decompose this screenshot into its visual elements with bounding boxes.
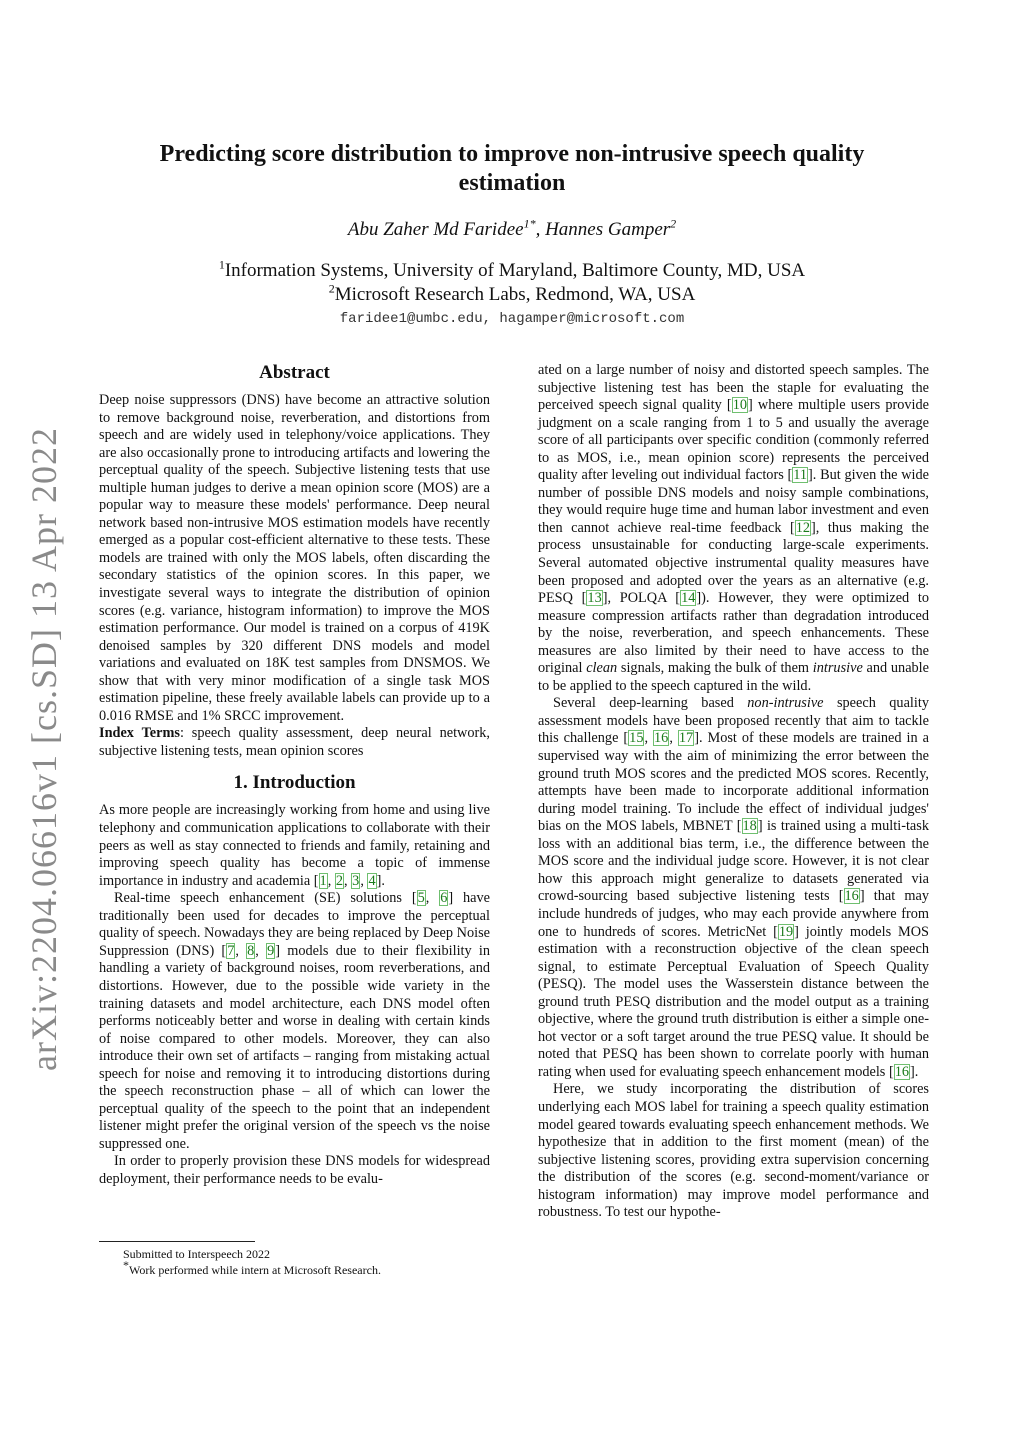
- citation-link[interactable]: 7: [227, 942, 235, 959]
- citation-link[interactable]: 15: [629, 730, 644, 747]
- author-1: Abu Zaher Md Faridee: [347, 219, 524, 240]
- citation-link[interactable]: 12: [795, 519, 811, 536]
- author-separator: ,: [535, 219, 546, 240]
- citation-link[interactable]: 18: [742, 818, 757, 835]
- affiliations: [120, 259, 904, 307]
- citation-link[interactable]: 4: [368, 872, 376, 889]
- footnote-star: *: [123, 1258, 129, 1272]
- right-column: [538, 362, 929, 1222]
- section-heading-introduction: 1. Introduction: [233, 772, 356, 794]
- intro-paragraph-2: Real-time speech enhancement (SE) solutions [5, 6] have traditionally been used for decades to improve the perceptual quality of speech. Nowadays they are being replaced by Deep Noise Suppression (DNS) [7, 8, 9] models due to their flexibility in handling a variety of background noises, room reverberations, and distortions. However, due to the possible wide variety in the training datasets and model architecture, each DNS model often performs noticeably better and worse in dealing with certain kinds of noise compared to other models. Moreover, they can also introduce their own set of artifacts – ranging from mistaking actual speech for noise and removing it to introducing distortions during the speech reconstruction phase – all of which can lower the perceptual quality of the speech to the point that an independent listener might prefer the original version of the speech vs the noise suppressed one.: [99, 890, 491, 1152]
- index-terms-label: Index Terms: [99, 725, 180, 742]
- citation-link[interactable]: 13: [587, 590, 602, 607]
- intro-paragraph-1: As more people are increasingly working from home and using live telephony and communication applications to collaborate with their peers as well as stay connected to friends and family, retaining and improving speech quality has become a topic of immense importance in industry and academia [1, 2, 3, 4].: [99, 802, 490, 889]
- citation-link[interactable]: 19: [778, 923, 794, 940]
- affiliation-1-text: Information Systems, University of Maryland, Baltimore County, MD, USA: [224, 260, 806, 281]
- body-text: ] is trained using a multi-task loss with an additional bias term, i.e., the difference between the MOS score and the individual judge score. However, it is not clear how this approach might generalize to datasets generated via crowd-sourcing based subjective listening tests [: [538, 818, 929, 905]
- emphasis-text: clean: [586, 660, 618, 677]
- body-text: ] that may include hundreds of judges, who may each provide anywhere from one to hundreds of scores. MetricNet [: [538, 888, 929, 940]
- intro-p1-text: As more people are increasingly working from home and using live telephony and communication applications to collaborate with their peers as well as stay connected to friends and family, retaining and improving speech quality has become a topic of immense importance in industry and academia [: [99, 802, 490, 889]
- body-text: ] where multiple users provide judgment on a scale ranging from 1 to 5 and usually the average score of all participants over specific condition (commonly referred to as MOS, i.e., mean opinion score) represents the perceived quality after leveling out individual factors [: [538, 397, 929, 484]
- body-text: ] jointly models MOS estimation with a reconstruction objective of the clean speech signal, to estimate Perceptual Evaluation of Speech Quality (PESQ). The model uses the Wasserstein distance between the ground truth PESQ distribution and the model output as a training objective, where the ground truth distribution is either a simple one-hot vector or a soft target around the true PESQ value. It should be noted that PESQ has been shown to correlate poorly with human rating when used for evaluating speech enhancement models [: [538, 923, 929, 1080]
- index-terms-text: : speech quality assessment, deep neural network, subjective listening tests, mean opinion scores: [99, 725, 490, 759]
- paper-title: [120, 140, 904, 198]
- citation-link[interactable]: 10: [732, 397, 747, 414]
- intro-p2-text: ] have traditionally been used for decades to improve the perceptual quality of speech. Nowadays they are being replaced by Deep Noise Suppression (DNS) [: [99, 890, 491, 959]
- left-column: [99, 360, 490, 1189]
- intro-paragraph-3: In order to properly provision these DNS models for widespread deployment, their performance needs to be evalu-: [99, 1153, 490, 1187]
- citation-link[interactable]: 16: [894, 1063, 910, 1080]
- body-text: ]. Most of these models are trained in a supervised way with the aim of minimizing the error between the ground truth MOS scores and the predicted MOS scores. Recently, attempts have been made to incorporate additional information during model training. To include the effect of individual judges' bias on the MOS labels, MBNET [: [538, 730, 929, 835]
- affiliation-2: [120, 283, 904, 307]
- footnotes: [99, 1246, 490, 1278]
- citation-link[interactable]: 1: [319, 872, 327, 889]
- abstract-body: Deep noise suppressors (DNS) have become an attractive solution to remove background noise, reverberation, and distortions from speech and are widely used in telephony/voice applications. They are also occasionally prone to introducing artifacts and lowering the perceptual quality of the speech. Subjective listening tests that use multiple human judges to derive a mean opinion score (MOS) are a popular way to measure these models' performance. Deep neural network based non-intrusive MOS estimation models have recently emerged as a popular cost-efficient alternative to these tests. These models are trained with only the MOS labels, often discarding the secondary statistics of the opinion scores. In this paper, we investigate several ways to integrate the distribution of opinion scores (e.g. variance, histogram information) to improve the MOS estimation performance. Our model is trained on a corpus of 419K denoised samples by 320 different DNS models and model variations and evaluated on 18K test samples from DNSMOS. We show that with very minor modification of a single task MOS estimation pipeline, these freely available labels can provide up to a 0.016 RMSE and 1% SRCC improvement.: [99, 392, 490, 724]
- arxiv-id: arXiv:2204.06616v1 [cs.SD] 13 Apr 2022: [24, 427, 64, 1071]
- arxiv-watermark: [14, 427, 74, 1071]
- title-line-1: Predicting score distribution to improve non-intrusive speech quality: [159, 141, 865, 167]
- intro-paragraph-continued: [538, 362, 929, 695]
- affiliation-1: [120, 259, 904, 283]
- intro-p2-text: ] models due to their flexibility in handling a variety of background noises, room reverberations, and distortions. However, due to the possible wide variety in the training datasets and model architecture, each DNS model often performs noticeably better and worse in dealing with certain kinds of noise compared to other models. Moreover, they can also introduce their own set of artifacts – ranging from mistaking actual speech for noise and removing it to introducing distortions during the speech reconstruction phase – all of which can lower the perceptual quality of the speech to the point that an independent listener might prefer the original version of the speech vs the noise suppressed one.: [99, 942, 490, 1152]
- body-text: speech quality assessment models have been proposed recently that aim to tackle this challenge [: [538, 695, 929, 747]
- footnote-intern: [99, 1258, 490, 1278]
- title-line-2: estimation: [458, 170, 566, 196]
- affiliation-2-text: Microsoft Research Labs, Redmond, WA, USA: [334, 284, 696, 305]
- body-text: signals, making the bulk of them: [617, 660, 813, 677]
- body-text: ]). However, they were optimized to measure compression artifacts rather than degradation introduced by the noise, reverberation, and speech enhancements. These measures are also limited by their need to have access to the original: [538, 590, 930, 677]
- citation-link[interactable]: 2: [335, 872, 344, 889]
- body-text: ], thus making the process unsustainable for conducting large-scale experiments. Several automated objective instrumental quality measures have been proposed and adopted over the years as an alternative (e.g. PESQ [: [538, 519, 929, 607]
- emphasis-text: intrusive: [812, 660, 863, 677]
- affiliation-2-mark: 2: [328, 281, 335, 296]
- author-line: [120, 216, 904, 241]
- author-emails: faridee1@umbc.edu, hagamper@microsoft.com: [339, 311, 685, 327]
- citation-link[interactable]: 17: [678, 730, 694, 747]
- body-text: ated on a large number of noisy and distorted speech samples. The subjective listening test has been the staple for evaluating the perceived speech signal quality [: [538, 362, 929, 414]
- author-2-mark: 2: [670, 216, 677, 231]
- intro-paragraph-5: Here, we study incorporating the distribution of scores underlying each MOS label for training a speech quality estimation model geared towards evaluating speech enhancement methods. We hypothesize that in addition to the first moment (mean) of the subjective listening scores, providing extra supervision concerning the distribution of the scores (e.g. second-moment/variance or histogram information) may improve model performance and robustness. To test our hypothe-: [538, 1081, 929, 1221]
- affiliation-1-mark: 1: [218, 257, 225, 272]
- footnote-rule: [99, 1241, 255, 1242]
- citation-link[interactable]: 6: [440, 890, 448, 907]
- author-2: Hannes Gamper: [545, 219, 671, 240]
- citation-link[interactable]: 5: [417, 890, 425, 907]
- footnote-submitted: Submitted to Interspeech 2022: [123, 1247, 270, 1261]
- citation-link[interactable]: 8: [247, 942, 255, 959]
- citation-link[interactable]: 11: [793, 467, 808, 484]
- index-terms: [99, 725, 490, 760]
- body-text: ]. But given the wide number of possible DNS models and noisy sample combinations, they would require huge time and human labor investment and even then cannot achieve real-time feedback [: [538, 467, 929, 536]
- citation-link[interactable]: 16: [844, 888, 859, 905]
- citation-link[interactable]: 3: [352, 872, 360, 889]
- emphasis-text: non-intrusive: [747, 695, 824, 712]
- citation-link[interactable]: 16: [654, 730, 669, 747]
- body-text: and unable to be applied to the speech captured in the wild.: [538, 660, 930, 694]
- citation-link[interactable]: 9: [267, 942, 275, 959]
- citation-link[interactable]: 14: [681, 590, 696, 607]
- body-text: ], POLQA [: [602, 590, 681, 607]
- footnote-intern-text: Work performed while intern at Microsoft Research.: [129, 1263, 381, 1277]
- intro-paragraph-4: Several deep-learning based non-intrusive speech quality assessment models have been proposed recently that aim to tackle this challenge [15, 16, 17]. Most of these models are trained in a supervised way with the aim of minimizing the error between the ground truth MOS scores and the predicted MOS scores. Recently, attempts have been made to incorporate additional information during model training. To include the effect of individual judges' bias on the MOS labels, MBNET [18] is trained using a multi-task loss with an additional bias term, i.e., the difference between the MOS score and the individual judge score. However, it is not clear how this approach might generalize to datasets generated via crowd-sourcing based subjective listening tests [16] that may include hundreds of judges, who may each provide anywhere from one to hundreds of scores. MetricNet [19] jointly models MOS estimation with a reconstruction objective of the clean speech signal, to estimate Perceptual Evaluation of Speech Quality (PESQ). The model uses the Wasserstein distance between the ground truth PESQ distribution and the model output as a training objective, where the ground truth distribution is either a simple one-hot vector or a soft target around the true PESQ value. It should be noted that PESQ has been shown to correlate poorly with human rating when used for evaluating speech enhancement models [16].: [538, 695, 929, 1080]
- body-text: Several deep-learning based: [553, 695, 748, 712]
- author-1-mark: 1*: [523, 216, 536, 231]
- abstract-heading: Abstract: [259, 362, 330, 383]
- intro-p2-text: Real-time speech enhancement (SE) solutions [: [114, 890, 417, 907]
